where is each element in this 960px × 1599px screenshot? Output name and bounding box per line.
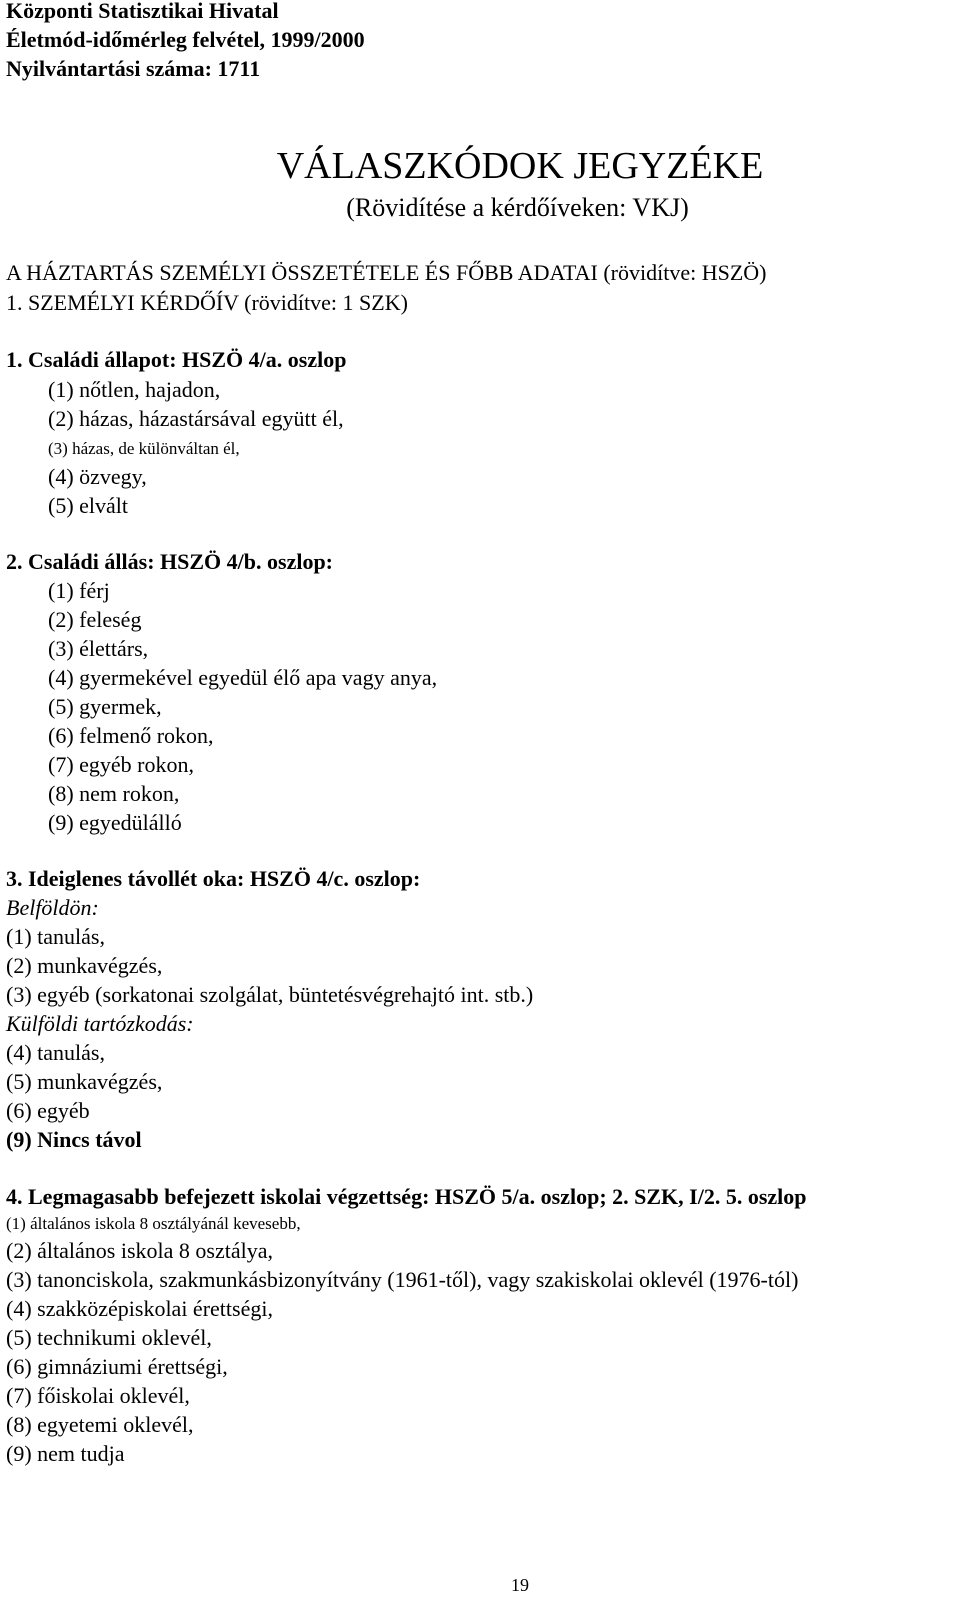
q3-option: (4) tanulás,: [6, 1040, 105, 1065]
q4-option: (1) általános iskola 8 osztályánál kevesebb,: [6, 1214, 301, 1233]
q3-option: (1) tanulás,: [6, 924, 105, 949]
header-institution: Központi Statisztikai Hivatal: [6, 0, 279, 23]
q3-heading: 3. Ideiglenes távollét oka: HSZÖ 4/c. oszlop:: [6, 866, 421, 891]
q2-option: (7) egyéb rokon,: [48, 752, 195, 777]
q3-option: (2) munkavégzés,: [6, 953, 163, 978]
q4-option: (9) nem tudja: [6, 1441, 125, 1466]
q2-heading: 2. Családi állás: HSZÖ 4/b. oszlop:: [6, 549, 334, 574]
q1-option: (4) özvegy,: [48, 464, 147, 489]
section-personal-heading: 1. SZEMÉLYI KÉRDŐÍV (rövidítve: 1 SZK): [6, 290, 408, 315]
q2-option: (3) élettárs,: [48, 636, 149, 661]
q4-heading: 4. Legmagasabb befejezett iskolai végzettség: HSZÖ 5/a. oszlop; 2. SZK, I/2. 5. oszlop: [6, 1184, 807, 1209]
q3-option-none: (9) Nincs távol: [6, 1127, 142, 1152]
q2-option: (6) felmenő rokon,: [48, 723, 214, 748]
q4-option: (8) egyetemi oklevél,: [6, 1412, 194, 1437]
q1-option: (5) elvált: [48, 493, 129, 518]
q3-option: (6) egyéb: [6, 1098, 90, 1123]
q4-option: (6) gimnáziumi érettségi,: [6, 1354, 228, 1379]
q3-abroad-label: Külföldi tartózkodás:: [6, 1011, 194, 1036]
q2-option: (8) nem rokon,: [48, 781, 180, 806]
q4-option: (7) főiskolai oklevél,: [6, 1383, 190, 1408]
q3-option: (3) egyéb (sorkatonai szolgálat, büntetésvégrehajtó int. stb.): [6, 982, 534, 1007]
q2-option: (5) gyermek,: [48, 694, 162, 719]
header-registry-number: Nyilvántartási száma: 1711: [6, 56, 261, 81]
page-number: 19: [511, 1575, 529, 1595]
q2-option: (4) gyermekével egyedül élő apa vagy anya,: [48, 665, 438, 690]
q4-option: (3) tanonciskola, szakmunkásbizonyítvány (1961-től), vagy szakiskolai oklevél (1976-tól): [6, 1267, 799, 1292]
q2-option: (1) férj: [48, 578, 110, 603]
document-title: VÁLASZKÓDOK JEGYZÉKE: [276, 145, 764, 187]
q1-option: (2) házas, házastársával együtt él,: [48, 406, 344, 431]
q2-option: (9) egyedülálló: [48, 810, 182, 835]
q3-domestic-label: Belföldön:: [6, 895, 99, 920]
q1-option: (1) nőtlen, hajadon,: [48, 377, 221, 402]
q1-option: (3) házas, de különváltan él,: [48, 439, 240, 458]
q3-option: (5) munkavégzés,: [6, 1069, 163, 1094]
document-subtitle: (Rövidítése a kérdőíveken: VKJ): [346, 193, 689, 222]
q1-heading: 1. Családi állapot: HSZÖ 4/a. oszlop: [6, 347, 347, 372]
q4-option: (5) technikumi oklevél,: [6, 1325, 212, 1350]
header-survey: Életmód-időmérleg felvétel, 1999/2000: [6, 27, 365, 52]
section-household-heading: A HÁZTARTÁS SZEMÉLYI ÖSSZETÉTELE ÉS FŐBB ADATAI (rövidítve: HSZÖ): [6, 260, 767, 285]
q4-option: (2) általános iskola 8 osztálya,: [6, 1238, 273, 1263]
q2-option: (2) feleség: [48, 607, 142, 632]
q4-option: (4) szakközépiskolai érettségi,: [6, 1296, 273, 1321]
